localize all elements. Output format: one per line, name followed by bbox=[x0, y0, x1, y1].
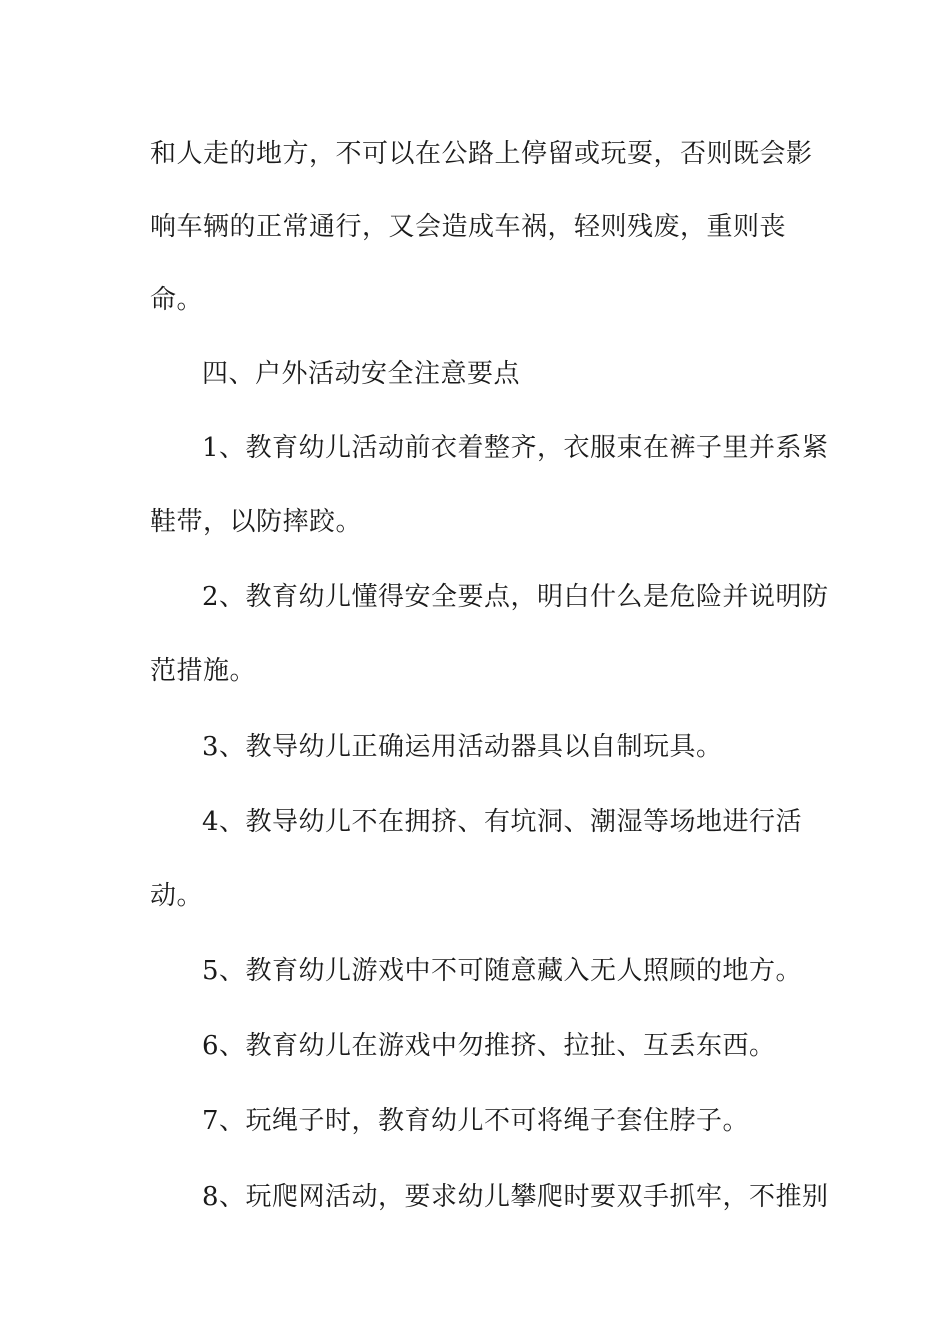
paragraph-line: 响车辆的正常通行，又会造成车祸，轻则残废，重则丧 bbox=[150, 212, 787, 242]
list-item-continuation: 范措施。 bbox=[150, 656, 257, 686]
list-item-line: 1、教育幼儿活动前衣着整齐，衣服束在裤子里并系紧 bbox=[202, 433, 829, 463]
list-item-line: 6、教育幼儿在游戏中勿推挤、拉扯、互丢东西。 bbox=[202, 1031, 776, 1061]
list-item-line: 2、教育幼儿懂得安全要点，明白什么是危险并说明防 bbox=[202, 582, 829, 612]
list-item-line: 8、玩爬网活动，要求幼儿攀爬时要双手抓牢，不推别 bbox=[202, 1182, 829, 1212]
list-item-line: 4、教导幼儿不在拥挤、有坑洞、潮湿等场地进行活 bbox=[202, 807, 803, 837]
section-heading: 四、户外活动安全注意要点 bbox=[202, 359, 521, 389]
list-item-line: 3、教导幼儿正确运用活动器具以自制玩具。 bbox=[202, 732, 723, 762]
list-item-line: 5、教育幼儿游戏中不可随意藏入无人照顾的地方。 bbox=[202, 956, 803, 986]
list-item-line: 7、玩绳子时，教育幼儿不可将绳子套住脖子。 bbox=[202, 1106, 750, 1136]
list-item-continuation: 动。 bbox=[150, 881, 204, 911]
list-item-continuation: 鞋带，以防摔跤。 bbox=[150, 507, 363, 537]
paragraph-line: 命。 bbox=[150, 285, 204, 315]
paragraph-line: 和人走的地方，不可以在公路上停留或玩耍，否则既会影 bbox=[150, 139, 813, 169]
